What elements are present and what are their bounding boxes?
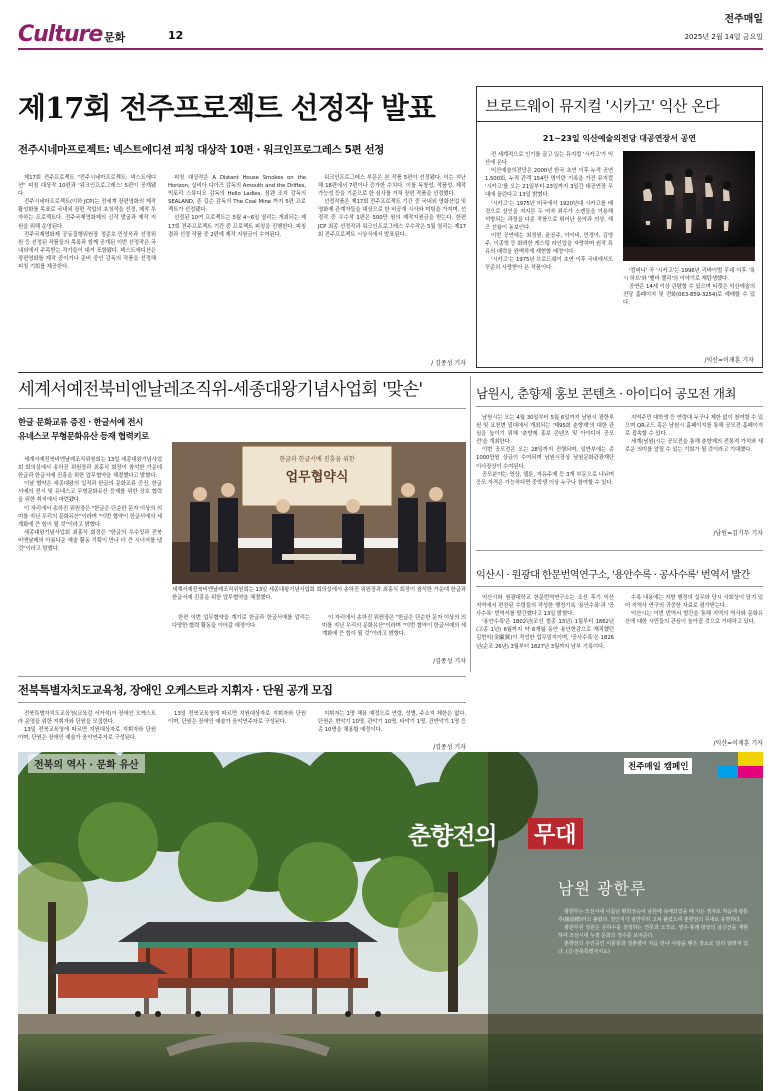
chicago-performance-photo xyxy=(623,151,755,261)
article-disabled-orchestra xyxy=(18,678,466,752)
section-logo: Culture xyxy=(18,22,103,47)
paragraph: 수록 내용에는 지방 행정의 실무와 당시 사회상이 담겨 있어 지역사 연구의 귀중한 자료로 평가받는다. xyxy=(625,595,763,610)
article-body-col2 xyxy=(168,710,306,752)
paragraph: '컴퍼니' 곡 '시카고'는 1996년 리바이벌 무대 이후 '록시 하트'와 '벨마 켈리'의 이야기로 재탄생했다. xyxy=(623,268,755,283)
paragraph: 익산예술의전당은 2000년 한국 초연 이후 누적 공연 1,500회, 누적 관객 154만 명이란 기록을 가진 뮤지컬 '시카고'를 오는 21일부터 23일까지 3일간 대공연장 무대에 올린다고 13일 밝혔다. xyxy=(485,168,613,199)
paragraph: '시카고'는 1975년 미국에서 1920년대 시카고를 배경으로 살인을 저지른 두 여자 죄수가 스캔들을 이용해 석방되는 과정을 다룬 작품으로 뛰어난 음악과 의상, 재즈 선율이 돋보인다. xyxy=(485,200,613,231)
paragraph: 전 세계적으로 인기를 끌고 있는 뮤지컬 '시카고'가 익산에 온다. xyxy=(485,152,613,167)
paragraph: 세계(남원)시는 공모전을 통해 춘향제의 전통적 가치와 새로운 의미를 알릴 수 있는 기회가 될 것이라고 기대했다. xyxy=(625,439,763,454)
reporter-byline: / 김종성 기자 xyxy=(431,360,466,367)
paragraph: 한편 이번 업무협약을 계기로 한글과 한글서예를 알리는 다양한 협력 활동을 이어갈 예정이다. xyxy=(172,615,310,630)
mou-ceremony-photo xyxy=(172,442,466,584)
section-rule xyxy=(476,550,763,551)
paragraph: 이 자리에서 송하진 위원장은 "한글은 단순한 문자 이상의 의미를 지닌 우리의 문화유산"이라며 "이번 협약이 한글서예의 세계화에 큰 힘이 될 것"이라고 밝혔다. xyxy=(322,615,466,638)
page-number: 12 xyxy=(168,29,184,42)
paragraph: 광한루원 정원은 은하수를 상징하는 연못과 오작교, 영주·봉래·방장의 삼신산을 재현하여 조선시대 누정 문화의 정수를 보여준다. xyxy=(558,925,748,939)
paragraph: 공모분야는 영상, 웹툰, 자유주제 등 3개 부문으로 나뉘며 응모 자격은 가능하다면 중학생 이상 누구나 참여할 수 있다. xyxy=(476,471,614,486)
article-body-right xyxy=(623,267,755,353)
reporter-byline: /익산=이재훈 기자 xyxy=(704,357,754,364)
dancers-illustration xyxy=(623,151,755,261)
article-namwon-contest xyxy=(476,372,763,542)
paragraph: 워크인프로그레스 부문은 본 작품 5편이 선정됐다. 이는 지난해 18편에서 7편이나 증가한 수치다. 이를 독창성, 작품성, 제작가능성 등을 기준으로 한 심사를 거쳐 장편 작품을 선정했다. xyxy=(318,175,466,198)
article-body-col3 xyxy=(318,174,466,358)
campaign-title-a: 춘향전의 xyxy=(408,822,497,850)
subheadline-1: 한글 문화교류 증진 · 한글서예 전시 xyxy=(18,418,143,428)
paragraph: 세종대왕기념사업회 최홍식 회장은 "한글의 우수성과 전북비엔날레의 아름다운 예술 활동 기획이 만나 더 큰 시너지를 낼 것"이라고 말했다. xyxy=(18,529,162,553)
headline: 남원시, 춘향제 홍보 콘텐츠 · 아이디어 공모전 개최 xyxy=(476,386,736,401)
section-name: 문화 xyxy=(104,31,126,44)
divider xyxy=(476,586,763,587)
paragraph: 선정작품은 제17회 전주프로젝트 기간 중 국내외 영화산업 및 영화제 관계자들을 대상으로 한 비공개 시사와 미팅을 가지며, 선정작 중 우수작 1편은 500만 원의 제작지원금을 받는다. 한편 JCP 최종 선정작과 워크인프로그레스 우수작은 5월 열리는 제17회 전주프로젝트 시상식에서 발표된다. xyxy=(318,199,466,238)
article-body-col3 xyxy=(322,614,466,654)
article-body-col3 xyxy=(318,710,466,744)
article-calligraphy-mou xyxy=(18,372,466,668)
paragraph: 이날 협약은 세종대왕의 업적과 한글의 문화교류 증진, 한글서예의 전시 및 유네스코 무형문화유산 등재를 위한 상호 협력을 위한 취지에서 마련됐다. xyxy=(18,481,162,504)
campaign-badge: 전주매일 캠페인 xyxy=(624,758,692,774)
section-rule xyxy=(18,676,466,677)
campaign-place: 남원 광한루 xyxy=(558,879,647,898)
headline: 제17회 전주프로젝트 선정작 발표 xyxy=(18,91,435,125)
reporter-byline: /김종성 기자 xyxy=(433,744,466,751)
paragraph: 전주시네마프로젝트(이하 JCP)는 전세계 장편영화의 제작 활성화를 목표로 국내외 장편 작업의 초청작을 선정, 제작 투자하는 프로젝트다. 전주국제영화제의 신작 발굴과 제작 지원을 위해 운영된다. xyxy=(18,199,156,230)
subheadline: 21~23일 익산예술의전당 대공연장서 공연 xyxy=(542,134,697,143)
article-body-col2 xyxy=(625,414,763,526)
campaign-title-b: 무대 xyxy=(528,818,583,849)
paragraph: 광한루는 조선시대 이름난 황희정승이 남원에 유배되었을 때 지은 정자로 처음에 광통루(廣通樓)라고 불렸다. 정인지가 광한루라 고쳐 불렀으며 춘향전의 무대로 유명하다. xyxy=(558,909,748,923)
paragraph: 익산시와 원광대학교 한문번역연구소는 조선 후기 익산 지역에서 편찬된 수령들의 작성한 행정기록 '용안수록'과 '공사수록' 번역서를 발간했다고 13일 밝혔다. xyxy=(476,595,614,618)
article-body-col1 xyxy=(18,174,156,368)
paragraph: 전북특별자치도교육청(교육감 서거석)이 장애인 오케스트라 운영을 위한 지휘자와 단원을 모집한다. xyxy=(18,711,156,726)
paragraph: 익산시는 이번 번역서 발간을 통해 지역의 역사와 문화유산에 대한 시민들의 관심이 높아질 것으로 기대하고 있다. xyxy=(625,611,763,626)
campaign-gwanghallu xyxy=(18,752,763,1091)
paragraph: 선정된 10여 프로젝트는 5월 4~6일 열리는 개최되는 제17회 전주프로젝트 기간 중 프로젝트 피칭을 진행한다. 피칭 결과 선정 작품 중 2편에 제작 지원금이 수여된다. xyxy=(168,215,306,238)
article-chicago-box xyxy=(476,86,763,368)
banner-text-1: 한글과 한글서예 진흥을 위한 xyxy=(279,456,355,463)
article-body-col1 xyxy=(18,710,156,752)
article-jeonju-project xyxy=(18,80,466,368)
headline: 세계서예전북비엔날레조직위-세종대왕기념사업회 '맞손' xyxy=(18,380,423,400)
divider xyxy=(477,121,762,122)
reporter-byline: /익산=이재훈 기자 xyxy=(713,740,763,747)
paper-name: 전주매일 xyxy=(724,14,763,25)
divider xyxy=(18,702,466,703)
headline: 익산시 · 원광대 한문번역연구소, '용안수록 · 공사수록' 번역서 발간 xyxy=(476,570,750,581)
article-body-left xyxy=(485,151,613,361)
paragraph: 이번 공연에는 최정원, 윤공주, 아이비, 민경아, 김영주, 이종혁 등 화려한 캐스팅 라인업을 자랑하며 원작 특유의 매력을 완벽하게 재현할 예정이다. xyxy=(485,232,613,256)
headline: 브로드웨이 뮤지컬 '시카고' 익산 온다 xyxy=(485,97,720,115)
paragraph: 제17회 전주프로젝트 "전주시네마프로젝트: 넥스트에디션" 피칭 대상작 10편과 '워크인프로그레스' 5편이 공개됐다. xyxy=(18,175,156,198)
issue-date: 2025년 2월 14일 금요일 xyxy=(684,33,763,41)
paragraph: 전주국제영화제 공동집행위원장 정준호·민성욱과 선정위원 등 선정된 작품들의 목록과 함께 공개된 이번 선정작은 국내외에서 주목받는 작가들이 대거 포함됐다. 넥스트에디션은 장편영화를 제작 중이거나 준비 중인 감독의 작품을 선정해 피칭 기회를 제공한다. xyxy=(18,231,156,271)
paragraph: 지휘자는 1명 채용 예정으로 연령, 성별, 주소지 제한은 없다. 단원은 현악기 10명, 관악기 10명, 타악기 1명, 건반악기 1명 등 총 10명을 채용할 예정이다. xyxy=(318,711,466,734)
divider xyxy=(476,406,763,407)
article-body-col2 xyxy=(172,614,310,666)
article-body-col2 xyxy=(168,174,306,368)
campaign-kicker: 전북의 역사 · 문화 유산 xyxy=(28,754,145,773)
campaign-body xyxy=(558,908,748,1088)
article-body-col2 xyxy=(625,594,763,734)
reporter-byline: /김종성 기자 xyxy=(433,658,466,665)
article-body-col1 xyxy=(18,456,162,668)
banner-text-2: 업무협약식 xyxy=(285,470,349,485)
paragraph: 남원시는 오는 4월 30일부터 5월 6일까지 남원시 광한루원 및 요천변 일대에서 개최되는 '제95회 춘향제'의 대한 관심을 높이기 위해 '춘향제 홍보 콘텐츠 및 아이디어 공모전'을 개최한다. xyxy=(476,415,614,446)
divider xyxy=(18,408,466,409)
paragraph: 세계서예전북비엔날레조직위원회는 13일 세종대왕기념사업회 회의실에서 송하진 위원장과 최홍식 회장이 참석한 가운데 한글과 한글서예 진흥을 위한 업무협약을 체결했다고 밝혔다. xyxy=(18,457,162,480)
article-iksan-translation xyxy=(476,552,763,750)
article-body-col1 xyxy=(476,594,614,744)
article-body-col1 xyxy=(476,414,614,534)
paragraph: 13일 전북교육청에 따르면 지원대상자로 지휘자와 단원이며, 단원은 장애인 예술가 음악연주자로 구성된다. xyxy=(18,727,156,742)
page-header xyxy=(18,14,763,48)
paragraph: 이 자리에서 송하진 위원장은 "한글은 단순한 문자 이상의 의미를 지닌 우리의 문화유산"이라며 "이번 협약이 한글서예의 세계화에 큰 힘이 될 것"이라고 밝혔다. xyxy=(18,505,162,528)
column-divider xyxy=(470,376,471,672)
paragraph: 피칭 대상작은 A Distant House Smokes on the Horizon, 실비아 디아즈 감독의 Amouth and the Driftes, 빅토리 스튜디오 감독의 Hello Ladies, 심웬 조지 감독의 SEALAND, 존 길슨 감독의 The Coal Mine 까지 5편 프로젝트가 선정됐다. xyxy=(168,175,306,214)
paragraph: 13일 전북교육청에 따르면 지원대상자로 지휘자와 단원이며, 단원은 장애인 예술가 음악연주자로 구성된다. xyxy=(168,711,306,726)
paragraph: '용안수록'은 1802년(조선 철종 13년) 1월부터 1862년(고종 1년) 6월까지 약 6개월 동안 용안현감으로 재직했던 김현익(金顯翼)이 작성한 업무일지이며, '공사수록'은 1826년(순조 26년) 3월부터 1827년 3월까지 남부 기록이다. xyxy=(476,619,614,650)
header-rule xyxy=(18,48,763,50)
headline: 전북특별자치도교육청, 장애인 오케스트라 지휘자 · 단원 공개 모집 xyxy=(18,683,333,697)
paragraph: 이번 공모전은 오는 28일까지 진행되며, 일반부에는 총 1000만원 상금이 수여되며 남원시장상 남원문화관광재단 이사장상이 수여된다. xyxy=(476,447,614,470)
paragraph: 지역주민 대학생 등 연령대 누구나 제한 없이 참여할 수 있으며 QR코드 혹은 남원시 홈페이지를 통해 공모전 홈페이지로 접속할 수 있다. xyxy=(625,415,763,438)
paragraph: '시카고'는 1975년 브로드웨이 초연 이후 국내에서도 꾸준히 사랑받아 온 작품이다. xyxy=(485,257,613,272)
subheadline-2: 유네스코 무형문화유산 등재 협력키로 xyxy=(18,432,149,442)
paragraph: 춘향전의 주인공인 이몽룡과 성춘향이 처음 만나 사랑을 맺은 장소로 널리 알려져 있다. (글·전북특별자치도) xyxy=(558,941,748,955)
ceremony-illustration xyxy=(172,442,466,584)
paragraph: 공연은 14세 이상 관람할 수 있으며 티켓은 익산예술의전당 홈페이지 및 전화(063-859-3254)로 예매할 수 있다. xyxy=(623,284,755,307)
subheadline: 전주시네마프로젝트: 넥스트에디션 피칭 대상작 10편 · 워크인프로그레스 5편 선정 xyxy=(18,144,384,156)
photo-caption: 세계서예전북비엔날레조직위원회는 13일 세종대왕기념사업회 회의실에서 송하진 위원장과 최홍식 회장이 참석한 가운데 한글과 한글서예 진흥을 위한 업무협약을 체결했다. xyxy=(172,587,466,602)
reporter-byline: /남원=김기두 기자 xyxy=(713,530,763,537)
